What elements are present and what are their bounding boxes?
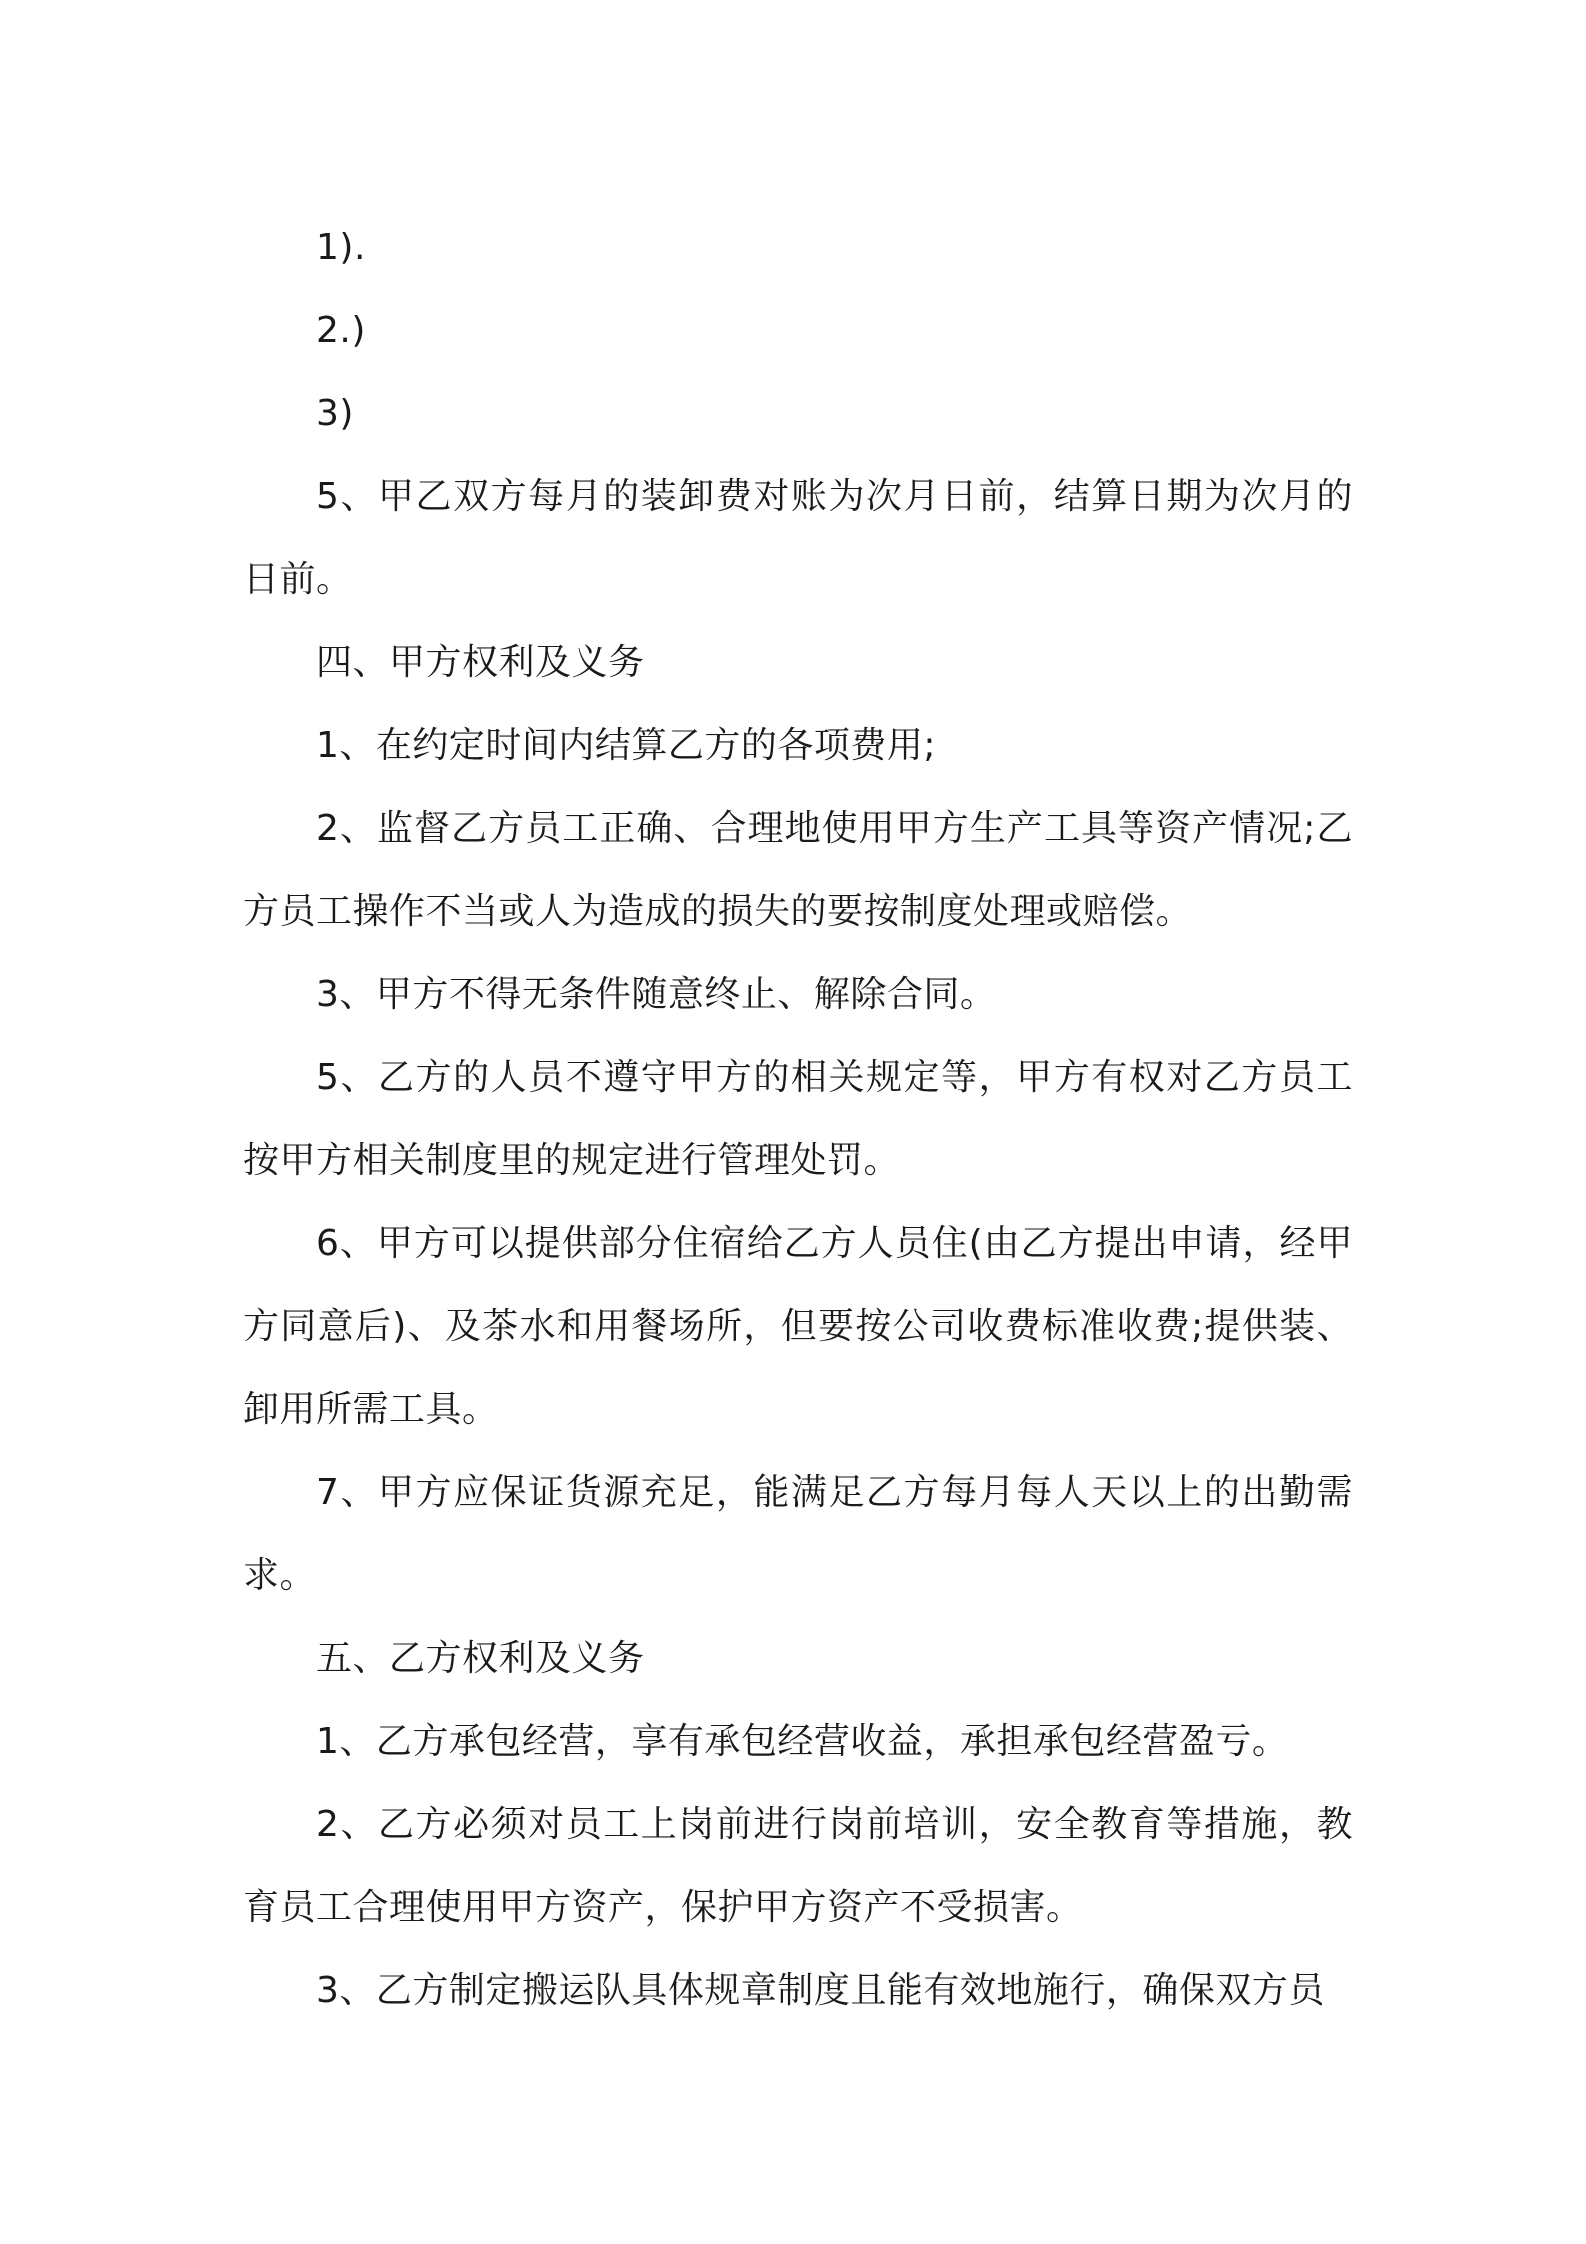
clause-settlement-date: 5、甲乙双方每月的装卸费对账为次月日前，结算日期为次月的日前。 [243,476,1353,600]
party-a-clause-6: 6、甲方可以提供部分住宿给乙方人员住(由乙方提出申请，经甲方同意后)、及茶水和用餐场所，但要按公司收费标准收费;提供装、卸用所需工具。 [243,1223,1353,1430]
section-heading-party-a: 四、甲方权利及义务 [316,642,645,683]
party-a-clause-7: 7、甲方应保证货源充足，能满足乙方每月每人天以上的出勤需求。 [243,1472,1353,1596]
party-a-clause-5: 5、乙方的人员不遵守甲方的相关规定等，甲方有权对乙方员工按甲方相关制度里的规定进行管理处罚。 [243,1057,1353,1181]
party-b-clause-1: 1、乙方承包经营，享有承包经营收益，承担承包经营盈亏。 [316,1721,1289,1762]
party-a-clause-3: 3、甲方不得无条件随意终止、解除合同。 [316,974,997,1015]
document-body [243,206,1353,2032]
party-a-clause-1: 1、在约定时间内结算乙方的各项费用; [316,725,937,766]
party-a-clause-2: 2、监督乙方员工正确、合理地使用甲方生产工具等资产情况;乙方员工操作不当或人为造成的损失的要按制度处理或赔偿。 [243,808,1353,932]
list-item-1: 1). [316,227,366,268]
list-item-3: 3) [316,393,354,434]
party-b-clause-2: 2、乙方必须对员工上岗前进行岗前培训，安全教育等措施，教育员工合理使用甲方资产，保护甲方资产不受损害。 [243,1804,1353,1928]
list-item-2: 2.) [316,310,366,351]
section-heading-party-b: 五、乙方权利及义务 [316,1638,645,1679]
party-b-clause-3: 3、乙方制定搬运队具体规章制度且能有效地施行，确保双方员 [316,1970,1325,2011]
